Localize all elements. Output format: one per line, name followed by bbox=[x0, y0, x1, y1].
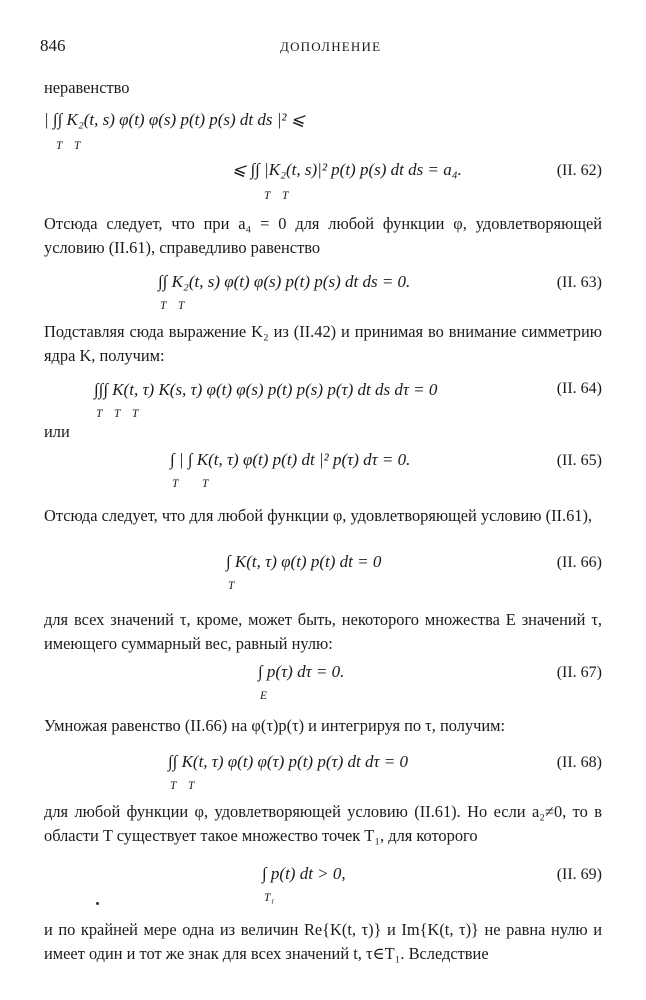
integral-domain-t: T bbox=[114, 408, 121, 420]
equation-62b: ⩽ ∫∫ |K₂(t, s)|² p(t) p(s) dt ds = a₄. bbox=[232, 160, 462, 179]
integral-domain-t: T bbox=[96, 408, 103, 420]
equation-label-62: (II. 62) bbox=[556, 162, 602, 179]
equation-label-68: (II. 68) bbox=[556, 754, 602, 771]
paragraph-4: или bbox=[44, 422, 70, 441]
equation-68: ∫∫ K(t, τ) φ(t) φ(τ) p(t) p(τ) dt dτ = 0 bbox=[168, 752, 409, 771]
integral-domain-t: T bbox=[170, 780, 177, 792]
integral-domain-t: T bbox=[228, 580, 235, 592]
integral-domain-t: T bbox=[172, 478, 179, 490]
equation-66-row bbox=[0, 544, 646, 590]
integral-domain-t: T bbox=[178, 300, 185, 312]
equation-label-65: (II. 65) bbox=[556, 452, 602, 469]
running-title: ДОПОЛНЕНИЕ bbox=[280, 39, 382, 54]
integral-domain-t: T bbox=[282, 190, 289, 202]
equation-62-line-2 bbox=[0, 152, 646, 202]
equation-label-69: (II. 69) bbox=[556, 866, 602, 883]
equation-66: ∫ K(t, τ) φ(t) p(t) dt = 0 bbox=[226, 552, 382, 571]
equation-62a: | ∫∫ K₂(t, s) φ(t) φ(s) p(t) p(s) dt ds |² ⩽ bbox=[44, 110, 306, 129]
equation-label-64: (II. 64) bbox=[556, 380, 602, 397]
equation-label-66: (II. 66) bbox=[556, 554, 602, 571]
integral-domain-t1: T₁ bbox=[264, 892, 275, 904]
paragraph-5: Отсюда следует, что для любой функции φ, удовлетворяющей условию (II.61), bbox=[44, 506, 593, 525]
equation-63: ∫∫ K₂(t, s) φ(t) φ(s) p(t) p(s) dt ds = 0. bbox=[158, 272, 411, 291]
paragraph-6: для всех значений τ, кроме, может быть, некоторого множества E значений τ, имеющего суммарный вес, равный нулю: bbox=[44, 610, 602, 653]
paragraph-1: неравенство bbox=[44, 78, 130, 97]
equation-67: ∫ p(τ) dτ = 0. bbox=[258, 662, 345, 681]
equation-65: ∫ | ∫ K(t, τ) φ(t) p(t) dt |² p(τ) dτ = 0. bbox=[170, 450, 411, 469]
page-header bbox=[40, 36, 606, 58]
print-speck bbox=[96, 902, 99, 905]
integral-domain-e: E bbox=[260, 690, 268, 702]
integral-domain-t: T bbox=[188, 780, 195, 792]
paragraph-2: Отсюда следует, что при a₄ = 0 для любой функции φ, удовлетворяющей условию (II.61), справедливо равенство bbox=[44, 214, 602, 257]
paragraph-9: и по крайней мере одна из величин Re{K(t, τ)} и Im{K(t, τ)} не равна нулю и имеет один и тот же знак для всех значений t, τ∈T₁. Вследствие bbox=[44, 920, 602, 963]
paragraph-7: Умножая равенство (II.66) на φ(τ)p(τ) и интегрируя по τ, получим: bbox=[44, 716, 506, 735]
equation-69-row bbox=[0, 856, 646, 902]
equation-69: ∫ p(t) dt > 0, bbox=[262, 864, 346, 883]
integral-domain-t: T bbox=[74, 140, 81, 152]
equation-label-63: (II. 63) bbox=[556, 274, 602, 291]
equation-65-row bbox=[0, 440, 646, 490]
equation-64: ∫∫∫ K(t, τ) K(s, τ) φ(t) φ(s) p(t) p(s) p(τ) dt ds dτ = 0 bbox=[94, 380, 438, 399]
paragraph-3: Подставляя сюда выражение K₂ из (II.42) и принимая во внимание симметрию ядра K, получим: bbox=[44, 322, 602, 365]
equation-67-row bbox=[0, 654, 646, 700]
equation-68-row bbox=[0, 744, 646, 790]
integral-domain-t: T bbox=[264, 190, 271, 202]
integral-domain-t: T bbox=[202, 478, 209, 490]
integral-domain-t: T bbox=[56, 140, 63, 152]
paragraph-8: для любой функции φ, удовлетворяющей условию (II.61). Но если a₂≠0, то в области T существует такое множество точек T₁, для которого bbox=[44, 802, 602, 845]
equation-63-row bbox=[0, 264, 646, 310]
page-number: 846 bbox=[40, 36, 66, 55]
integral-domain-t: T bbox=[132, 408, 139, 420]
integral-domain-t: T bbox=[160, 300, 167, 312]
equation-label-67: (II. 67) bbox=[556, 664, 602, 681]
equation-64-row bbox=[0, 372, 646, 418]
equation-62-line-1 bbox=[0, 104, 646, 150]
